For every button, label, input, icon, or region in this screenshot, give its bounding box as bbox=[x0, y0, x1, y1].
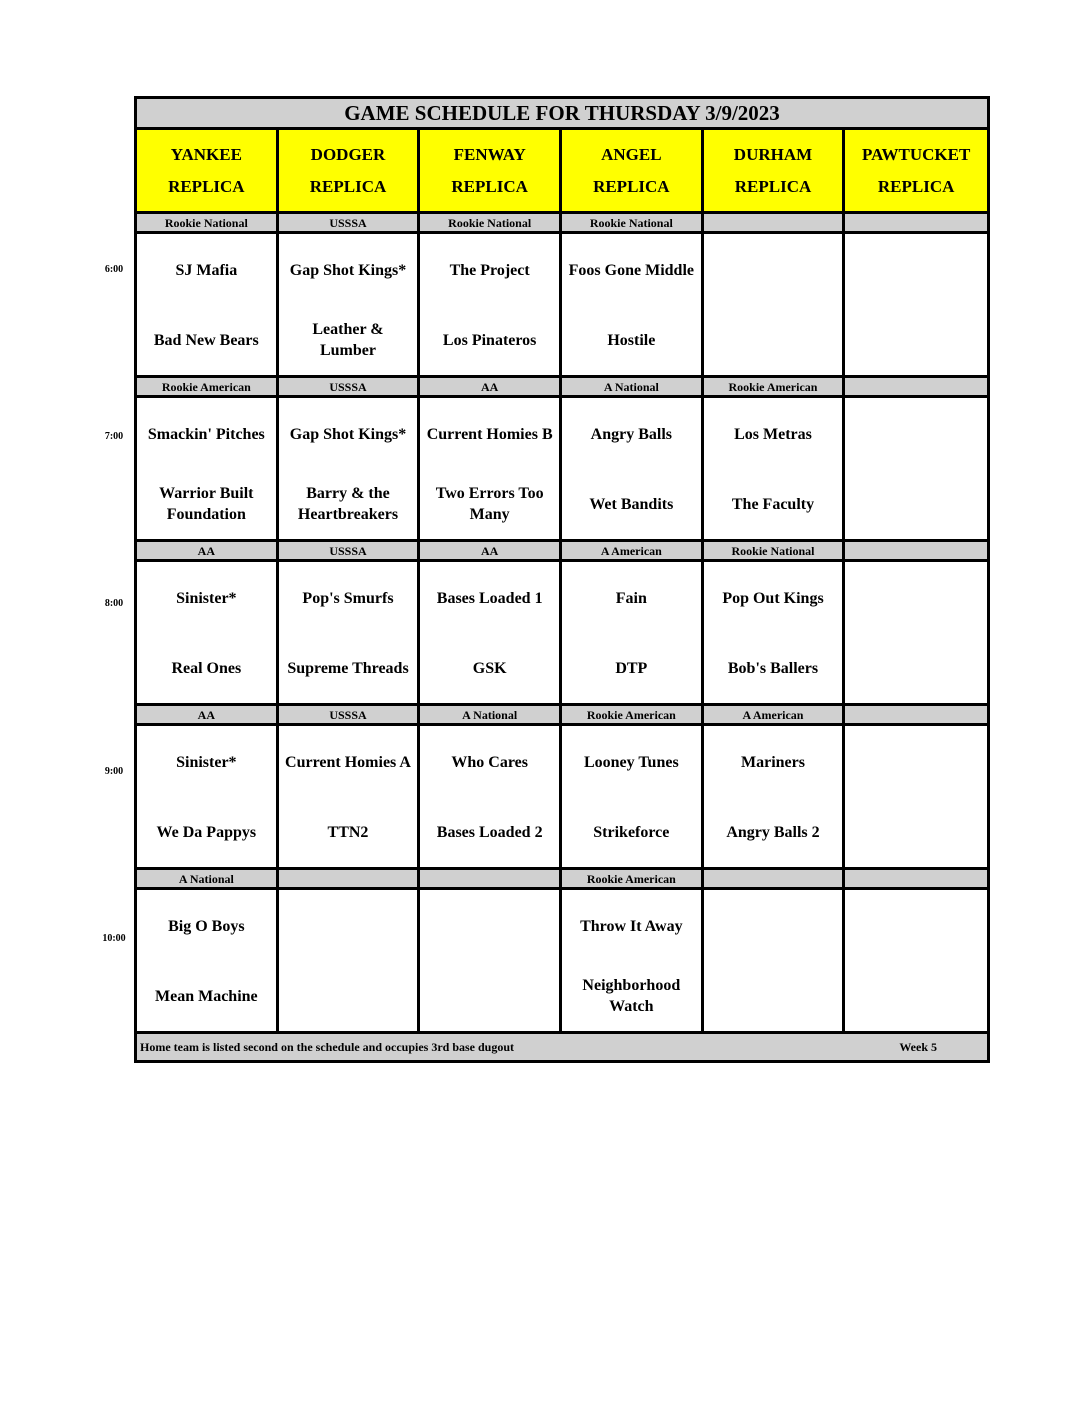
home-team-note: Home team is listed second on the schedule and occupies 3rd base dugout bbox=[140, 1040, 515, 1054]
game-cell bbox=[420, 398, 562, 542]
division-label: A American bbox=[562, 542, 704, 562]
away-team: Mariners bbox=[741, 754, 805, 772]
division-label bbox=[704, 214, 846, 234]
home-team bbox=[279, 962, 418, 1032]
division-label: Rookie National bbox=[704, 542, 846, 562]
division-label: Rookie National bbox=[420, 214, 562, 234]
field-name: YANKEE bbox=[170, 144, 242, 164]
field-header bbox=[137, 130, 279, 214]
away-team: Smackin' Pitches bbox=[147, 426, 265, 444]
game-cell bbox=[137, 890, 279, 1034]
field-sub: REPLICA bbox=[593, 176, 670, 196]
away-team: Los Metras bbox=[734, 426, 812, 444]
away-team: Angry Balls bbox=[590, 426, 672, 444]
division-row bbox=[137, 870, 987, 890]
away-team bbox=[845, 890, 987, 962]
time-slots bbox=[137, 214, 987, 1034]
game-cell bbox=[279, 398, 421, 542]
division-label: Rookie National bbox=[562, 214, 704, 234]
division-label: AA bbox=[420, 378, 562, 398]
game-cell bbox=[137, 234, 279, 378]
time-label-8pm: 8:00 bbox=[104, 598, 124, 609]
schedule-title: GAME SCHEDULE FOR THURSDAY 3/9/2023 bbox=[137, 99, 987, 130]
division-label: Rookie American bbox=[704, 378, 846, 398]
game-cell bbox=[845, 398, 987, 542]
division-label bbox=[845, 378, 987, 398]
away-team: Who Cares bbox=[451, 754, 528, 772]
field-sub: REPLICA bbox=[451, 176, 528, 196]
game-cell bbox=[704, 234, 846, 378]
game-cell bbox=[562, 234, 704, 378]
division-label: USSSA bbox=[279, 378, 421, 398]
division-label: Rookie National bbox=[137, 214, 279, 234]
game-cell bbox=[845, 726, 987, 870]
division-label bbox=[704, 870, 846, 890]
game-row bbox=[137, 726, 987, 870]
game-cell bbox=[279, 562, 421, 706]
home-team: Los Pinateros bbox=[442, 331, 537, 349]
field-name: ANGEL bbox=[601, 144, 662, 164]
game-cell bbox=[137, 562, 279, 706]
home-team: Real Ones bbox=[171, 659, 242, 677]
away-team bbox=[704, 890, 843, 962]
game-cell bbox=[845, 562, 987, 706]
home-team: Bad New Bears bbox=[153, 331, 259, 349]
game-cell bbox=[420, 890, 562, 1034]
field-header bbox=[279, 130, 421, 214]
game-row bbox=[137, 398, 987, 542]
away-team bbox=[420, 890, 559, 962]
division-label bbox=[420, 870, 562, 890]
away-team: Gap Shot Kings* bbox=[289, 262, 407, 280]
division-label: A National bbox=[562, 378, 704, 398]
home-team: Hostile bbox=[607, 331, 656, 349]
home-team: DTP bbox=[615, 659, 648, 677]
away-team: Pop's Smurfs bbox=[302, 590, 394, 608]
game-cell bbox=[137, 398, 279, 542]
home-team: Two Errors Too Many bbox=[435, 485, 544, 524]
away-team: Gap Shot Kings* bbox=[289, 426, 407, 444]
time-label-10pm: 10:00 bbox=[102, 933, 126, 944]
home-team: Bob's Ballers bbox=[727, 659, 819, 677]
field-name: DODGER bbox=[310, 144, 386, 164]
game-cell bbox=[704, 562, 846, 706]
home-team: Strikeforce bbox=[593, 823, 670, 841]
division-row bbox=[137, 542, 987, 562]
home-team bbox=[420, 962, 559, 1032]
game-cell bbox=[137, 726, 279, 870]
away-team bbox=[845, 726, 987, 798]
away-team: SJ Mafia bbox=[175, 262, 238, 280]
away-team bbox=[704, 234, 843, 306]
away-team: Current Homies A bbox=[285, 754, 411, 772]
division-label: A National bbox=[420, 706, 562, 726]
game-cell bbox=[704, 398, 846, 542]
field-header bbox=[845, 130, 987, 214]
home-team bbox=[845, 634, 987, 704]
field-sub: REPLICA bbox=[309, 176, 387, 196]
game-row bbox=[137, 890, 987, 1034]
field-name: FENWAY bbox=[453, 144, 526, 164]
field-header bbox=[704, 130, 846, 214]
away-team: Pop Out Kings bbox=[722, 590, 824, 608]
game-cell bbox=[420, 726, 562, 870]
away-team: Throw It Away bbox=[580, 918, 683, 936]
home-team: Warrior Built Foundation bbox=[159, 485, 254, 524]
division-label: A American bbox=[704, 706, 846, 726]
division-label: A National bbox=[137, 870, 279, 890]
time-label-6pm: 6:00 bbox=[104, 264, 124, 275]
home-team: We Da Pappys bbox=[156, 823, 257, 841]
away-team: Sinister* bbox=[176, 590, 237, 608]
week-label: Week 5 bbox=[899, 1040, 937, 1054]
game-row bbox=[137, 234, 987, 378]
home-team: Barry & the Heartbreakers bbox=[297, 485, 399, 524]
home-team bbox=[704, 306, 843, 376]
division-label: Rookie American bbox=[137, 378, 279, 398]
field-header bbox=[420, 130, 562, 214]
home-team: Bases Loaded 2 bbox=[436, 823, 543, 841]
home-team: Neighborhood Watch bbox=[582, 977, 681, 1016]
game-row bbox=[137, 562, 987, 706]
home-team: Angry Balls 2 bbox=[726, 823, 820, 841]
away-team: Bases Loaded 1 bbox=[436, 590, 543, 608]
away-team: Current Homies B bbox=[426, 426, 553, 444]
game-cell bbox=[845, 234, 987, 378]
division-label: AA bbox=[420, 542, 562, 562]
home-team: The Faculty bbox=[731, 495, 815, 513]
division-label: AA bbox=[137, 542, 279, 562]
division-label: Rookie American bbox=[562, 870, 704, 890]
game-cell bbox=[279, 890, 421, 1034]
field-sub: REPLICA bbox=[168, 176, 245, 196]
away-team: Sinister* bbox=[176, 754, 237, 772]
game-cell bbox=[420, 562, 562, 706]
home-team: TTN2 bbox=[327, 823, 369, 841]
division-row bbox=[137, 378, 987, 398]
time-label-7pm: 7:00 bbox=[104, 431, 124, 442]
game-cell bbox=[845, 890, 987, 1034]
away-team: Looney Tunes bbox=[583, 754, 679, 772]
away-team bbox=[845, 234, 987, 306]
field-name: PAWTUCKET bbox=[862, 144, 971, 164]
home-team: GSK bbox=[472, 659, 507, 677]
division-label bbox=[845, 542, 987, 562]
division-label: Rookie American bbox=[562, 706, 704, 726]
home-team bbox=[704, 962, 843, 1032]
game-cell bbox=[420, 234, 562, 378]
game-cell bbox=[279, 726, 421, 870]
away-team: Fain bbox=[615, 590, 647, 608]
home-team bbox=[845, 962, 987, 1032]
field-name: DURHAM bbox=[733, 144, 813, 164]
game-cell bbox=[562, 398, 704, 542]
game-cell bbox=[279, 234, 421, 378]
home-team bbox=[845, 306, 987, 376]
home-team: Leather & Lumber bbox=[312, 321, 384, 360]
game-cell bbox=[562, 726, 704, 870]
game-cell bbox=[704, 726, 846, 870]
division-label: AA bbox=[137, 706, 279, 726]
field-sub: REPLICA bbox=[877, 176, 955, 196]
away-team: Foos Gone Middle bbox=[568, 262, 694, 280]
division-label bbox=[279, 870, 421, 890]
away-team: Big O Boys bbox=[168, 918, 245, 936]
home-team: Supreme Threads bbox=[287, 659, 409, 677]
game-cell bbox=[562, 890, 704, 1034]
division-label bbox=[845, 706, 987, 726]
field-header-row bbox=[137, 130, 987, 214]
away-team: The Project bbox=[449, 262, 530, 280]
division-label bbox=[845, 870, 987, 890]
division-row bbox=[137, 214, 987, 234]
schedule-footer bbox=[137, 1034, 987, 1060]
home-team bbox=[845, 798, 987, 868]
field-header bbox=[562, 130, 704, 214]
field-sub: REPLICA bbox=[734, 176, 812, 196]
game-cell bbox=[704, 890, 846, 1034]
division-label: USSSA bbox=[279, 542, 421, 562]
schedule-table bbox=[134, 96, 990, 1063]
time-label-9pm: 9:00 bbox=[104, 766, 124, 777]
away-team bbox=[845, 398, 987, 470]
division-label: USSSA bbox=[279, 214, 421, 234]
division-label: USSSA bbox=[279, 706, 421, 726]
home-team: Mean Machine bbox=[155, 987, 258, 1005]
away-team bbox=[845, 562, 987, 634]
home-team: Wet Bandits bbox=[589, 495, 674, 513]
game-cell bbox=[562, 562, 704, 706]
division-label bbox=[845, 214, 987, 234]
away-team bbox=[279, 890, 418, 962]
home-team bbox=[845, 470, 987, 540]
division-row bbox=[137, 706, 987, 726]
